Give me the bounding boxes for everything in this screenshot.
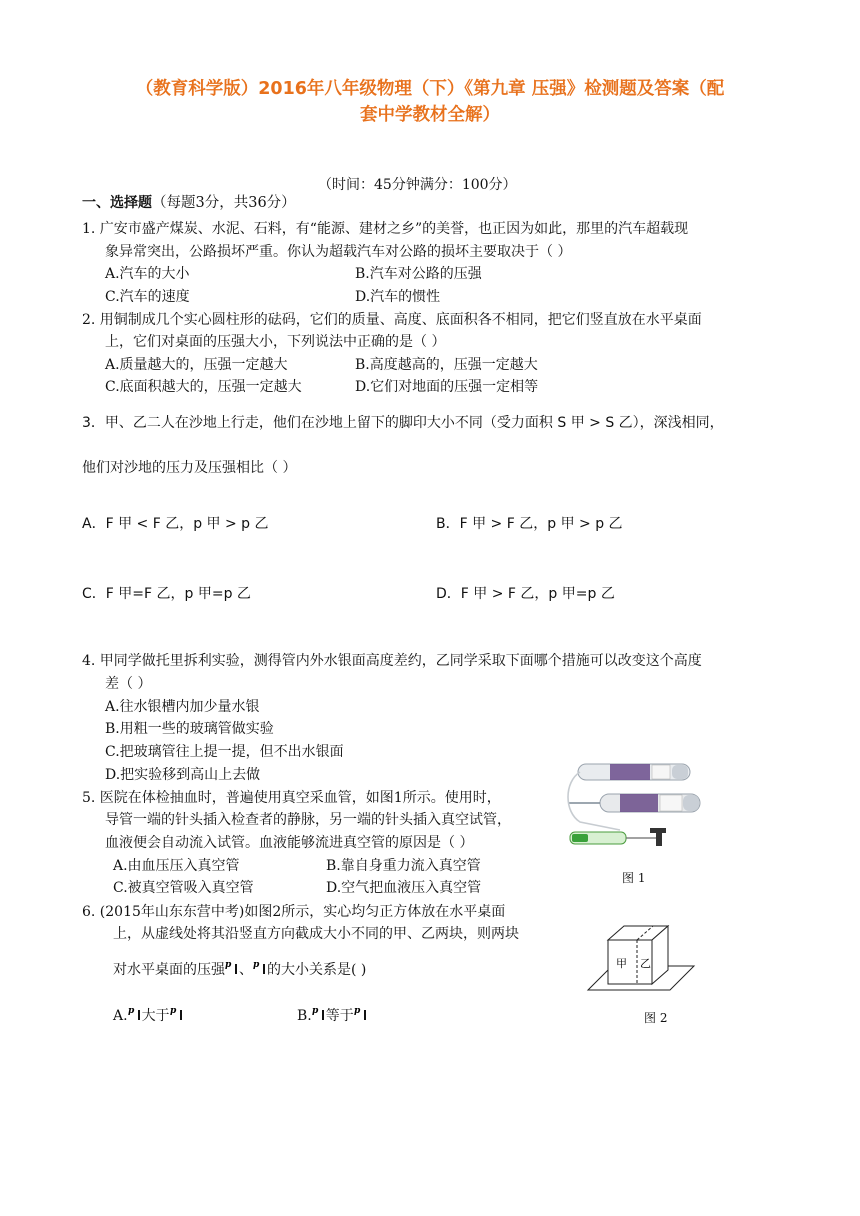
section-note: （每题3分，共36分）	[152, 195, 296, 211]
pressure-symbol-icon	[253, 958, 267, 976]
q5-option-c: C.被真空管吸入真空管	[113, 880, 254, 896]
q4-stem-line2: 差（ ）	[105, 676, 152, 692]
q6-line3-pre: 对水平桌面的压强	[113, 962, 225, 978]
pressure-symbol-icon	[354, 1004, 368, 1022]
figure-1-caption: 图 1	[622, 871, 646, 885]
svg-text:p: p	[127, 1006, 134, 1016]
q4-option-c: C.把玻璃管往上提一提，但不出水银面	[105, 744, 344, 760]
q5-option-d: D.空气把血液压入真空管	[326, 880, 482, 896]
q5-stem-line2: 导管一端的针头插入检查者的静脉，另一端的针头插入真空试管，	[105, 812, 511, 828]
q4-option-b: B.用粗一些的玻璃管做实验	[105, 721, 274, 737]
q1-stem-line1: 1. 广安市盛产煤炭、水泥、石料，有“能源、建材之乡”的美誉，也正因为如此，那里的汽车超载现	[82, 221, 689, 237]
section-heading	[82, 193, 296, 213]
svg-text:p: p	[169, 1006, 176, 1016]
q5-option-a: A.由血压压入真空管	[113, 858, 240, 874]
q4-option-a: A.往水银槽内加少量水银	[105, 699, 260, 715]
title-line-1: （教育科学版）2016年八年级物理（下）《第九章 压强》检测题及答案（配	[135, 79, 725, 99]
q4-stem-line1: 4. 甲同学做托里拆利实验，测得管内外水银面高度差约，乙同学采取下面哪个措施可以改变这个高度	[82, 653, 702, 669]
figure-2-caption: 图 2	[644, 1011, 668, 1025]
section-title: 一、选择题	[82, 195, 152, 211]
q6-stem-line1: 6. (2015年山东东营中考)如图2所示，实心均匀正方体放在水平桌面	[82, 904, 506, 920]
figure-2-cube-diagram	[582, 910, 702, 1000]
svg-text:p: p	[225, 960, 232, 970]
q5-stem-line1: 5. 医院在体检抽血时，普遍使用真空采血管，如图1所示。使用时，	[82, 790, 501, 806]
q2-option-d: D.它们对地面的压强一定相等	[355, 379, 539, 395]
q3-option-a: A．F 甲 < F 乙，p 甲 > p 乙	[82, 516, 269, 532]
q6-option-a-text: 大于	[141, 1008, 170, 1024]
q1-option-b: B.汽车对公路的压强	[355, 266, 482, 282]
figure-1-blood-tubes	[560, 752, 710, 852]
q1-stem-line2: 象异常突出，公路损坏严重。你认为超载汽车对公路的损坏主要取决于（ ）	[105, 244, 572, 260]
q1-option-a: A.汽车的大小	[105, 266, 190, 282]
q2-option-a: A.质量越大的，压强一定越大	[105, 357, 288, 373]
q5-stem-line3: 血液便会自动流入试管。血液能够流进真空管的原因是（ ）	[105, 835, 474, 851]
page-title	[60, 76, 800, 128]
q4-option-d: D.把实验移到高山上去做	[105, 767, 261, 783]
q2-stem-line1: 2. 用铜制成几个实心圆柱形的砝码，它们的质量、高度、底面积各不相同，把它们竖直放在水平桌面	[82, 312, 702, 328]
q6-option-b	[297, 1004, 368, 1026]
q3-option-c: C．F 甲=F 乙，p 甲=p 乙	[82, 586, 251, 602]
q6-option-b-prefix: B.	[297, 1008, 312, 1024]
svg-text:p: p	[353, 1006, 361, 1016]
svg-text:p: p	[311, 1006, 319, 1016]
q3-option-d: D．F 甲 > F 乙，p 甲=p 乙	[436, 586, 615, 602]
pressure-symbol-icon	[128, 1004, 142, 1022]
q1-option-c: C.汽车的速度	[105, 289, 190, 305]
figure-2-label-jia: 甲	[616, 957, 627, 970]
q6-stem-line3	[113, 958, 366, 980]
q6-option-a-prefix: A.	[113, 1008, 128, 1024]
q3-stem-line1: 3．甲、乙二人在沙地上行走，他们在沙地上留下的脚印大小不同（受力面积 S 甲 > S 乙），深浅相同，	[82, 415, 724, 431]
q6-line3-mid: 、	[239, 962, 253, 978]
q5-option-b: B.靠自身重力流入真空管	[326, 858, 481, 874]
q6-line3-post: 的大小关系是( )	[267, 962, 367, 978]
q3-stem-line2: 他们对沙地的压力及压强相比（ ）	[82, 460, 297, 476]
q2-option-b: B.高度越高的，压强一定越大	[355, 357, 538, 373]
q6-stem-line2: 上，从虚线处将其沿竖直方向截成大小不同的甲、乙两块，则两块	[113, 926, 519, 942]
q1-option-d: D.汽车的惯性	[355, 289, 441, 305]
q2-stem-line2: 上，它们对桌面的压强大小，下列说法中正确的是（ ）	[105, 334, 446, 350]
pressure-symbol-icon	[312, 1004, 326, 1022]
exam-meta: （时间：45分钟满分：100分）	[318, 177, 517, 193]
pressure-symbol-icon	[225, 958, 239, 976]
q6-option-b-text: 等于	[325, 1008, 354, 1024]
q3-option-b: B．F 甲 > F 乙，p 甲 > p 乙	[436, 516, 623, 532]
title-line-2: 套中学教材全解）	[360, 105, 500, 125]
figure-2-label-yi: 乙	[640, 957, 651, 970]
pressure-symbol-icon	[170, 1004, 184, 1022]
q2-option-c: C.底面积越大的，压强一定越大	[105, 379, 302, 395]
q6-option-a	[113, 1004, 184, 1026]
svg-text:p: p	[253, 960, 260, 970]
